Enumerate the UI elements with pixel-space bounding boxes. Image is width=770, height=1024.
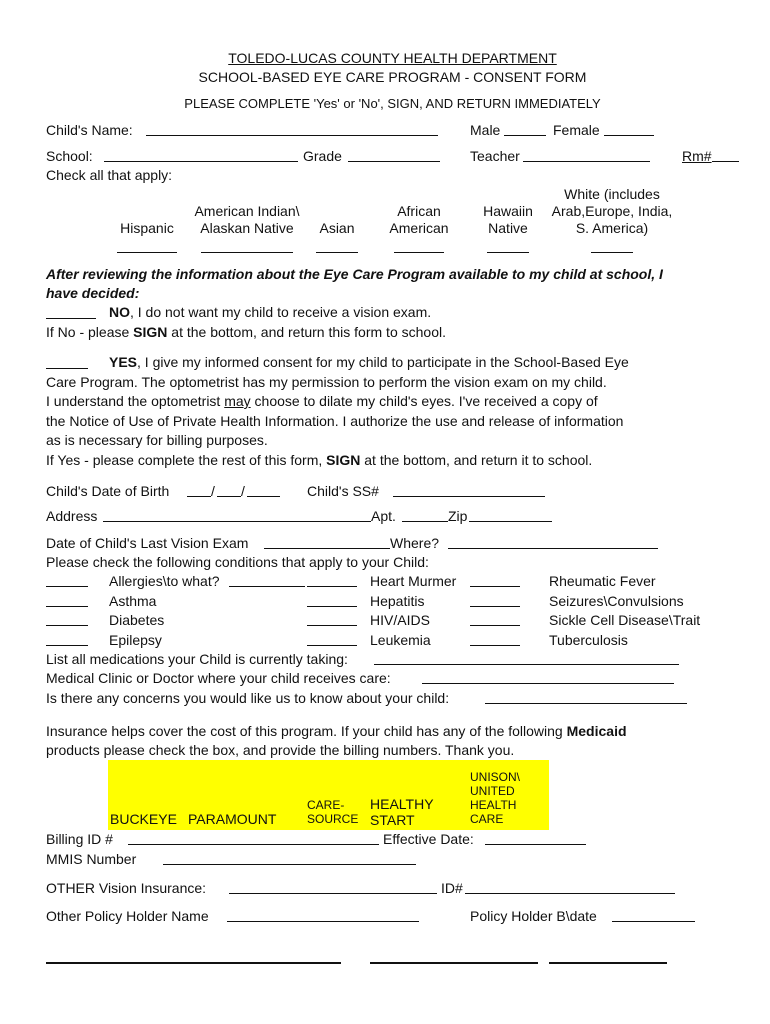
ethnicity-check-field[interactable]: [394, 252, 444, 253]
ethnicity-label-5-3: Native: [488, 220, 528, 236]
teacher-field[interactable]: [523, 161, 650, 162]
policy-holder-bdate-field[interactable]: [612, 921, 695, 922]
policy-holder-label: Other Policy Holder Name: [46, 908, 209, 924]
no-text: , I do not want my child to receive a vision exam.: [130, 304, 432, 320]
condition-label: Heart Murmer: [370, 573, 457, 589]
healthy-start-line-2[interactable]: START: [370, 812, 415, 828]
department-title: TOLEDO-LUCAS COUNTY HEALTH DEPARTMENT: [228, 50, 557, 66]
form-title: SCHOOL-BASED EYE CARE PROGRAM - CONSENT FORM: [198, 69, 587, 85]
caresource-line-1[interactable]: CARE-: [307, 798, 345, 812]
mmis-label: MMIS Number: [46, 851, 137, 867]
unison-line-2[interactable]: UNITED: [470, 784, 515, 798]
signature-line[interactable]: [46, 962, 341, 964]
room-label: Rm#: [682, 148, 712, 164]
where-field[interactable]: [448, 548, 658, 549]
ethnicity-check-field[interactable]: [201, 252, 293, 253]
conditions-intro: Please check the following conditions that apply to your Child:: [46, 554, 429, 570]
condition-check-field[interactable]: [470, 645, 520, 646]
ethnicity-label-5-2: Hawaiin: [483, 203, 533, 219]
no-option: [109, 304, 431, 320]
yes-line-4: the Notice of Use of Private Health Information. I authorize the use and release of information: [46, 413, 624, 429]
id-label: ID#: [441, 880, 463, 896]
insurance-intro-1: [46, 723, 627, 739]
other-insurance-field[interactable]: [229, 893, 437, 894]
yes-followup-b: at the bottom, and return it to school.: [360, 452, 593, 468]
dob-label: Child's Date of Birth: [46, 483, 170, 499]
female-label: Female: [553, 122, 600, 138]
unison-line-3[interactable]: HEALTH: [470, 798, 517, 812]
female-field[interactable]: [604, 135, 654, 136]
condition-label: Seizures\Convulsions: [549, 592, 684, 609]
no-checkbox-field[interactable]: [46, 318, 96, 319]
policy-holder-bdate-label: Policy Holder B\date: [470, 908, 597, 924]
yes-followup-a: If Yes - please complete the rest of this form,: [46, 452, 327, 468]
relationship-line[interactable]: [370, 962, 538, 964]
no-followup-b: at the bottom, and return this form to school.: [167, 324, 446, 340]
condition-check-field[interactable]: [470, 586, 520, 587]
no-followup-a: If No - please: [46, 324, 134, 340]
condition-check-field[interactable]: [470, 606, 520, 607]
condition-label: Sickle Cell Disease\Trait: [549, 612, 701, 628]
address-label: Address: [46, 508, 98, 524]
condition-check-field[interactable]: [46, 586, 88, 587]
condition-check-field[interactable]: [470, 625, 520, 626]
insurance-intro-2: products please check the box, and provide the billing numbers. Thank you.: [46, 742, 515, 758]
policy-holder-field[interactable]: [227, 921, 419, 922]
grade-field[interactable]: [348, 161, 440, 162]
dob-day-field[interactable]: [217, 496, 241, 497]
ethnicity-label-6-2: Arab,Europe, India,: [551, 203, 673, 219]
date-line[interactable]: [549, 962, 667, 964]
teacher-label: Teacher: [470, 148, 520, 164]
ethnicity-label-3-3: Asian: [319, 220, 355, 236]
healthy-start-line-1[interactable]: HEALTHY: [370, 796, 434, 812]
grade-label: Grade: [303, 148, 342, 164]
apt-label: Apt.: [371, 508, 396, 524]
condition-check-field[interactable]: [307, 606, 357, 607]
yes-strong: YES: [109, 354, 138, 370]
condition-check-field[interactable]: [46, 625, 88, 626]
ethnicity-label-2-2: American Indian\: [194, 203, 300, 219]
last-exam-label: Date of Child's Last Vision Exam: [46, 535, 249, 551]
ethnicity-label-6-3: S. America): [575, 220, 649, 236]
concerns-label: Is there any concerns you would like us to know about your child:: [46, 690, 450, 706]
male-field[interactable]: [504, 135, 546, 136]
condition-label: Hepatitis: [370, 592, 425, 609]
ethnicity-label-6-1: White (includes: [564, 186, 660, 202]
ethnicity-label-4-3: American: [389, 220, 449, 236]
zip-field[interactable]: [469, 521, 552, 522]
dob-year-field[interactable]: [247, 496, 280, 497]
yes-text: , I give my informed consent for my child to participate in the School-Based Eye: [137, 354, 629, 370]
effective-date-label: Effective Date:: [383, 831, 474, 847]
condition-check-field[interactable]: [307, 625, 357, 626]
yes-line-3-a: I understand the optometrist: [46, 393, 225, 409]
ss-field[interactable]: [393, 496, 545, 497]
unison-line-1[interactable]: UNISON\: [470, 770, 521, 784]
condition-label: Diabetes: [109, 612, 165, 628]
condition-label: Epilepsy: [109, 631, 162, 648]
address-field[interactable]: [103, 521, 371, 522]
yes-checkbox-field[interactable]: [46, 368, 88, 369]
condition-check-field[interactable]: [307, 586, 357, 587]
mmis-field[interactable]: [163, 864, 416, 865]
insurance-medicaid: Medicaid: [566, 723, 627, 739]
medications-field[interactable]: [374, 664, 679, 665]
allergies-detail-field[interactable]: [229, 586, 305, 587]
billing-id-label: Billing ID #: [46, 831, 113, 847]
yes-line-2: Care Program. The optometrist has my permission to perform the vision exam on my child.: [46, 374, 607, 390]
ethnicity-label-4-2: African: [397, 203, 441, 219]
condition-label: Rheumatic Fever: [549, 573, 656, 589]
where-label: Where?: [390, 535, 440, 551]
ss-label: Child's SS#: [307, 483, 379, 499]
clinic-field[interactable]: [422, 683, 674, 684]
medications-label: List all medications your Child is currently taking:: [46, 651, 348, 667]
condition-check-field[interactable]: [307, 645, 357, 646]
condition-check-field[interactable]: [46, 606, 88, 607]
no-followup-sign: SIGN: [133, 324, 168, 340]
school-field[interactable]: [104, 161, 298, 162]
condition-label: Allergies\to what?: [109, 573, 220, 589]
yes-line-3-may: may: [224, 393, 251, 409]
ethnicity-label-2-3: Alaskan Native: [200, 220, 294, 236]
ethnicity-check-field[interactable]: [591, 252, 633, 253]
yes-line-3-b: choose to dilate my child's eyes. I've received a copy of: [250, 393, 598, 409]
school-label: School:: [46, 148, 93, 164]
male-label: Male: [470, 122, 501, 138]
condition-label: Tuberculosis: [549, 631, 628, 648]
condition-check-field[interactable]: [46, 645, 88, 646]
ethnicity-check-field[interactable]: [487, 252, 529, 253]
instructions: PLEASE COMPLETE 'Yes' or 'No', SIGN, AND RETURN IMMEDIATELY: [184, 96, 601, 111]
check-all-label: Check all that apply:: [46, 167, 173, 183]
yes-option: [109, 354, 629, 370]
condition-label: Leukemia: [370, 631, 431, 648]
room-field[interactable]: [712, 161, 739, 162]
condition-label: HIV/AIDS: [370, 612, 430, 628]
insurance-intro-a: Insurance helps cover the cost of this program. If your child has any of the following: [46, 723, 567, 739]
concerns-field[interactable]: [485, 703, 687, 704]
ethnicity-label-1-3: Hispanic: [120, 220, 174, 236]
caresource-line-2[interactable]: SOURCE: [307, 812, 359, 826]
condition-label: Asthma: [109, 592, 157, 609]
other-insurance-label: OTHER Vision Insurance:: [46, 880, 207, 896]
billing-id-field[interactable]: [128, 844, 379, 845]
unison-line-4[interactable]: CARE: [470, 812, 504, 826]
yes-followup: [46, 452, 592, 468]
child-name-field[interactable]: [146, 135, 438, 136]
dob-slash-2: /: [241, 483, 245, 499]
dob-month-field[interactable]: [187, 496, 211, 497]
paramount-option[interactable]: PARAMOUNT: [188, 811, 277, 827]
zip-label: Zip: [448, 508, 468, 524]
no-followup: [46, 324, 446, 340]
effective-date-field[interactable]: [485, 844, 586, 845]
ethnicity-check-field[interactable]: [316, 252, 358, 253]
yes-followup-sign: SIGN: [326, 452, 361, 468]
clinic-label: Medical Clinic or Doctor where your child receives care:: [46, 670, 391, 686]
no-strong: NO: [109, 304, 130, 320]
decision-heading-line-2: have decided:: [46, 285, 140, 301]
child-name-label: Child's Name:: [46, 122, 133, 138]
yes-line-5: as is necessary for billing purposes.: [46, 432, 268, 448]
decision-heading-line: After reviewing the information about the Eye Care Program available to my child at school, I: [46, 266, 663, 282]
last-exam-field[interactable]: [264, 548, 390, 549]
buckeye-option[interactable]: BUCKEYE: [110, 811, 177, 827]
ethnicity-check-field[interactable]: [117, 252, 177, 253]
dob-slash-1: /: [211, 483, 215, 499]
yes-line-3: [46, 393, 598, 409]
apt-field[interactable]: [402, 521, 448, 522]
id-field[interactable]: [465, 893, 675, 894]
